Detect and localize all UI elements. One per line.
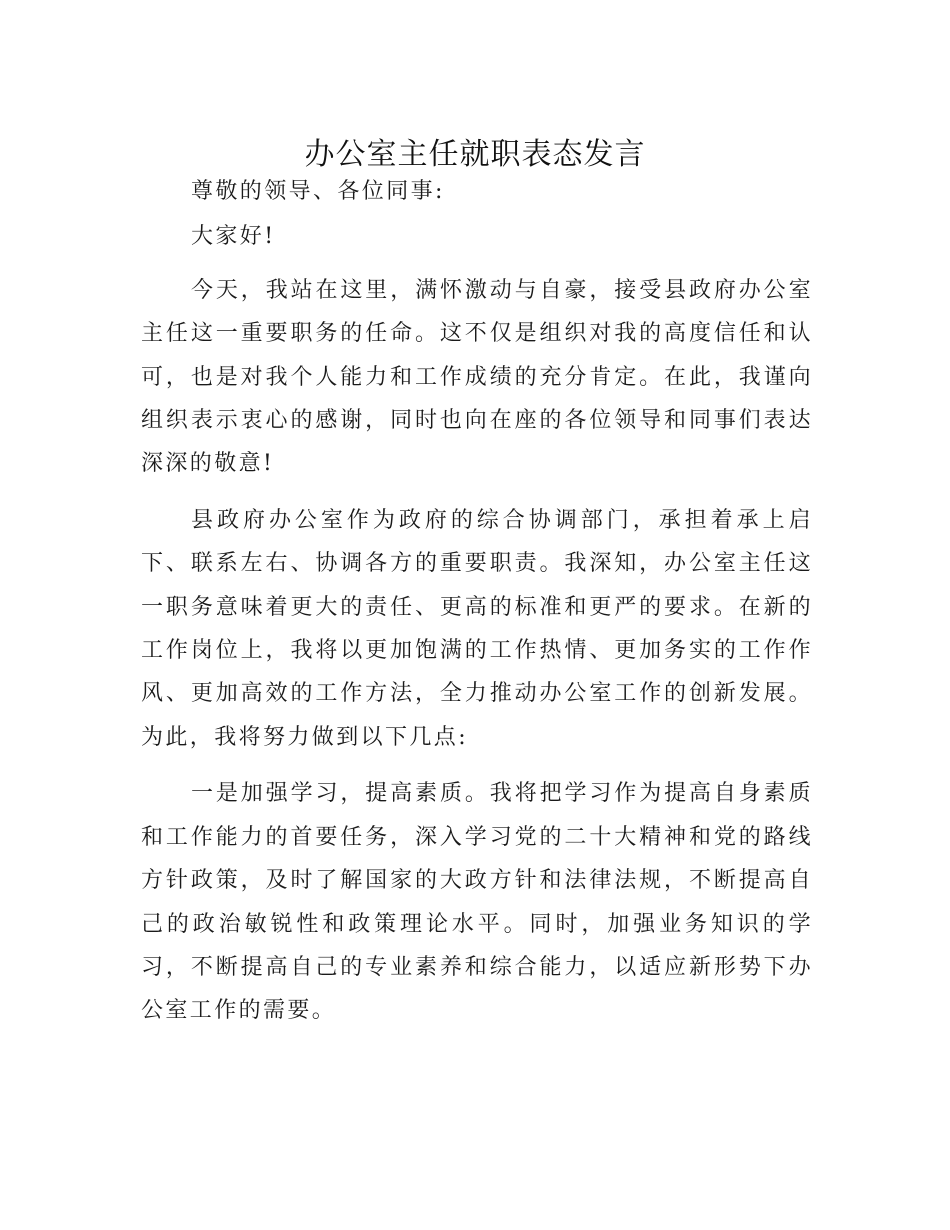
document-title: 办公室主任就职表态发言 (304, 137, 646, 173)
paragraph-study: 一是加强学习，提高素质。我将把学习作为提高自身素质和工作能力的首要任务，深入学习党的二十大精神和党的路线方针政策，及时了解国家的大政方针和法律法规，不断提高自己的政治敏锐性和政策理论水平。同时，加强业务知识的学习，不断提高自己的专业素养和综合能力，以适应新形势下办公室工作的需要。 (141, 781, 813, 1024)
document-body (141, 170, 813, 1033)
paragraph-appointment: 今天，我站在这里，满怀激动与自豪，接受县政府办公室主任这一重要职务的任命。这不仅是组织对我的高度信任和认可，也是对我个人能力和工作成绩的充分肯定。在此，我谨向组织表示衷心的感谢，同时也向在座的各位领导和同事们表达深深的敬意! (141, 277, 813, 477)
salutation: 尊敬的领导、各位同事: (191, 179, 445, 204)
greeting: 大家好! (191, 224, 276, 250)
paragraph-responsibilities: 县政府办公室作为政府的综合协调部门，承担着承上启下、联系左右、协调各方的重要职责。我深知，办公室主任这一职务意味着更大的责任、更高的标准和更严的要求。在新的工作岗位上，我将以更加饱满的工作热情、更加务实的工作作风、更加高效的工作方法，全力推动办公室工作的创新发展。为此，我将努力做到以下几点: (141, 507, 813, 750)
